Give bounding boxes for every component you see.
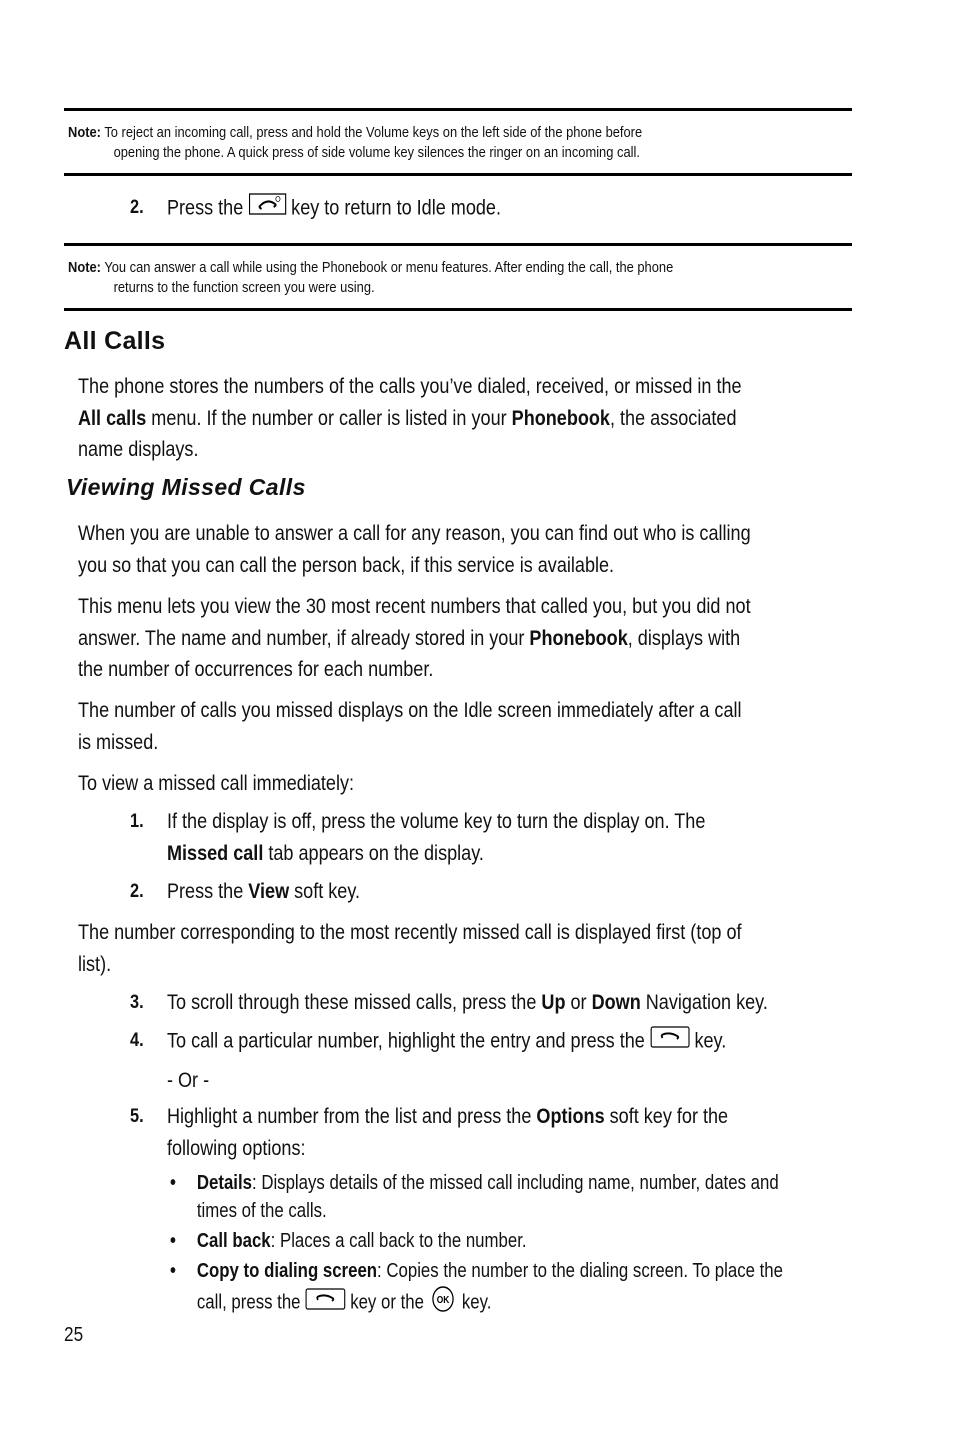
step-4 — [130, 1025, 904, 1095]
text-line: you so that you can call the person back, if this service is available. — [78, 553, 615, 577]
step-1 — [130, 806, 904, 870]
top-rule-1 — [64, 108, 852, 111]
text-line: list). — [78, 952, 112, 976]
page-number: 25 — [64, 1324, 84, 1346]
bold-view: View — [248, 880, 290, 903]
text-segment: To scroll through these missed calls, press the — [166, 991, 542, 1014]
text-segment: : Displays details of the missed call including name, number, dates and — [251, 1172, 779, 1194]
send-key-icon — [650, 1025, 690, 1059]
paragraph-view-immediately — [78, 768, 852, 800]
text-line: The phone stores the numbers of the calls you’ve dialed, received, or missed in the — [78, 375, 742, 398]
or-separator: - Or - — [166, 1068, 210, 1092]
step-5 — [130, 1101, 904, 1165]
bold-options: Options — [536, 1105, 605, 1128]
step-number: 1. — [130, 811, 144, 832]
text-line: following options: — [166, 1136, 306, 1160]
paragraph-unable-answer — [78, 518, 852, 581]
note-text-line1: To reject an incoming call, press and hold the Volume keys on the left side of the phone before — [104, 124, 643, 141]
text-line: The number corresponding to the most recently missed call is displayed first (top of — [78, 921, 742, 944]
text-line: times of the calls. — [196, 1200, 327, 1222]
bold-phonebook: Phonebook — [529, 626, 628, 650]
step-number: 2. — [130, 197, 144, 218]
note-text-line1: You can answer a call while using the Phonebook or menu features. After ending the call, the phone — [104, 259, 674, 276]
text-line: the number of occurrences for each number. — [78, 658, 434, 681]
bold-copy-to-dialing-screen: Copy to dialing screen — [196, 1260, 378, 1282]
text-line: To view a missed call immediately: — [78, 772, 355, 795]
svg-text:OK: OK — [436, 1294, 450, 1306]
text-line: , the associated — [609, 406, 737, 430]
step-number: 5. — [130, 1106, 144, 1127]
step-text-pre: Press the — [166, 196, 244, 220]
end-key-icon — [248, 192, 286, 226]
bullet-dot: • — [170, 1230, 176, 1252]
text-segment: : Copies the number to the dialing screen. To place the — [377, 1260, 783, 1282]
paragraph-most-recent — [78, 917, 852, 980]
step-number: 2. — [130, 881, 144, 902]
text-line: tab appears on the display. — [263, 841, 484, 865]
send-key-icon — [305, 1288, 345, 1318]
step-number: 4. — [130, 1030, 144, 1051]
bullet-details — [170, 1169, 926, 1225]
bullet-call-back — [170, 1227, 926, 1255]
text-segment: Press the — [166, 880, 249, 903]
heading-all-calls: All Calls — [64, 327, 166, 355]
text-line: , displays with — [627, 626, 741, 650]
bullet-dot: • — [170, 1172, 176, 1194]
text-segment: key. — [461, 1291, 492, 1314]
text-line: answer. The name and number, if already stored in your — [78, 626, 530, 650]
bold-missed-call: Missed call — [166, 841, 264, 865]
text-line: is missed. — [78, 730, 159, 754]
heading-viewing-missed-calls: Viewing Missed Calls — [66, 474, 306, 500]
text-line: The number of calls you missed displays on the Idle screen immediately after a call — [78, 699, 742, 722]
ok-key-icon — [429, 1285, 458, 1321]
paragraph-idle-screen — [78, 695, 852, 758]
text-segment: call, press the — [196, 1291, 301, 1314]
step-3 — [130, 987, 904, 1019]
bottom-rule-1 — [64, 173, 852, 176]
text-segment: soft key. — [289, 880, 361, 903]
text-segment: soft key for the — [604, 1105, 729, 1128]
text-segment: key or the — [350, 1291, 424, 1314]
paragraph-menu-view — [78, 591, 852, 686]
bold-up: Up — [541, 991, 566, 1014]
text-segment: Highlight a number from the list and press the — [166, 1105, 537, 1128]
bold-call-back: Call back — [196, 1230, 271, 1252]
step-2 — [130, 876, 904, 908]
text-line: If the display is off, press the volume key to turn the display on. The — [166, 810, 706, 833]
bullet-copy-dialing — [170, 1257, 926, 1315]
bold-phonebook: Phonebook — [511, 406, 610, 430]
text-line: name displays. — [78, 438, 199, 461]
text-segment: Navigation key. — [640, 991, 768, 1014]
step-return-idle — [130, 192, 904, 224]
bullet-dot: • — [170, 1260, 176, 1282]
text-line: menu. If the number or caller is listed in your — [146, 406, 512, 430]
text-line: This menu lets you view the 30 most recent numbers that called you, but you did not — [78, 595, 751, 618]
note-label: Note: — [68, 124, 101, 141]
text-line: When you are unable to answer a call for any reason, you can find out who is calling — [78, 522, 751, 545]
text-segment: key. — [694, 1029, 727, 1053]
step-text-post: key to return to Idle mode. — [291, 196, 501, 220]
bold-down: Down — [591, 991, 641, 1014]
note-reject-call — [68, 123, 857, 163]
text-segment: : Places a call back to the number. — [270, 1230, 527, 1252]
text-segment: To call a particular number, highlight the entry and press the — [166, 1029, 645, 1053]
top-rule-2 — [64, 243, 852, 246]
note-label: Note: — [68, 259, 101, 276]
note-text-line2: returns to the function screen you were using. — [113, 279, 375, 296]
bold-all-calls: All calls — [78, 406, 147, 430]
bold-details: Details — [196, 1172, 252, 1194]
note-text-line2: opening the phone. A quick press of side volume key silences the ringer on an incoming call. — [113, 144, 640, 161]
paragraph-all-calls — [78, 371, 852, 466]
note-answer-call — [68, 258, 857, 298]
bottom-rule-2 — [64, 308, 852, 311]
step-number: 3. — [130, 992, 144, 1013]
text-segment: or — [565, 991, 592, 1014]
